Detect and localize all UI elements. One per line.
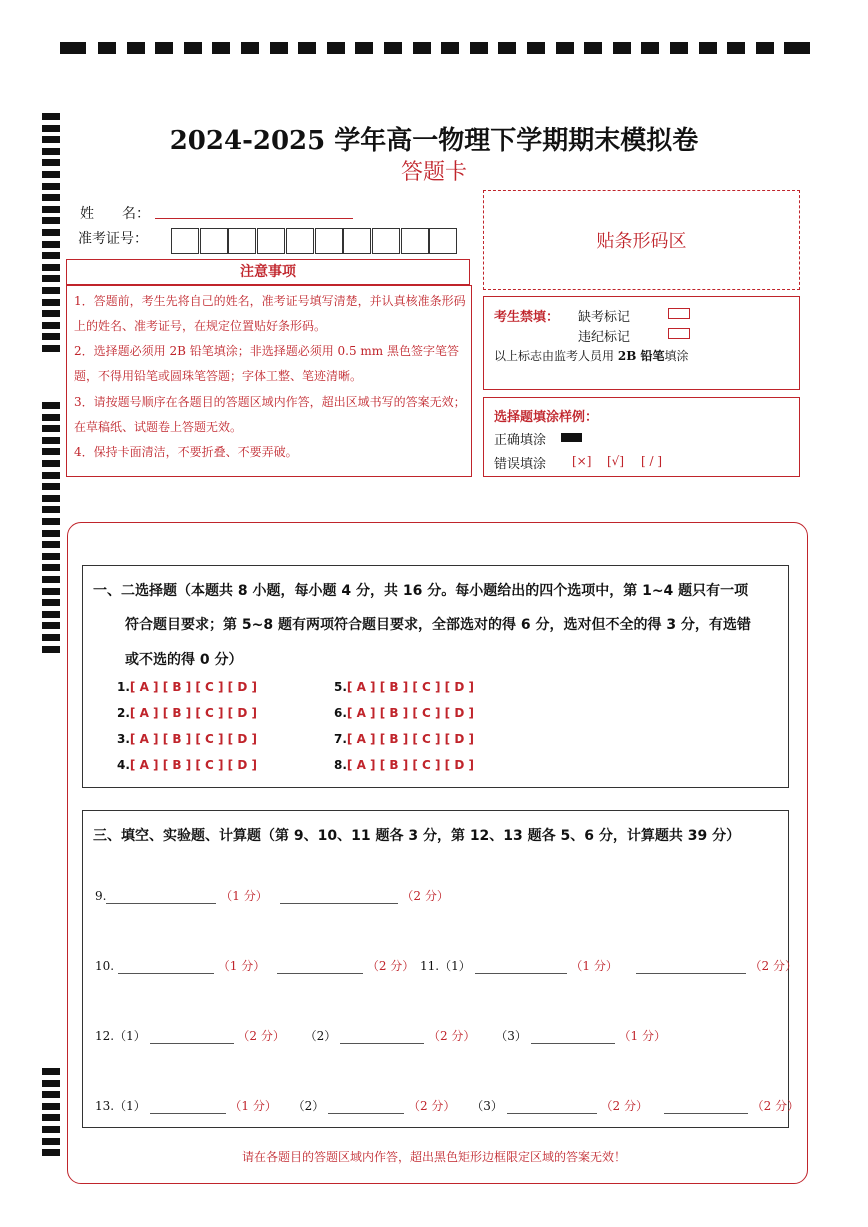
timing-mark	[42, 275, 60, 282]
choice-number: 4.	[117, 758, 130, 772]
timing-mark	[42, 1103, 60, 1110]
violation-label: 违纪标记	[578, 330, 631, 345]
barcode-area	[483, 190, 800, 290]
timing-mark	[613, 42, 631, 54]
id-digit-box[interactable]	[257, 228, 285, 254]
timing-mark	[241, 42, 259, 54]
timing-mark	[42, 634, 60, 641]
name-label: 姓 名：	[80, 206, 150, 222]
id-digit-box[interactable]	[286, 228, 314, 254]
sub-num: （3）	[495, 1029, 527, 1043]
points: （2 分）	[407, 1099, 456, 1113]
answer-blank[interactable]	[507, 1101, 597, 1114]
choice-number: 6.	[334, 706, 347, 720]
timing-mark	[184, 42, 202, 54]
choice-number: 8.	[334, 758, 347, 772]
timing-mark	[42, 425, 60, 432]
correct-label: 正确填涂	[494, 433, 547, 448]
points: （1 分）	[217, 959, 266, 973]
timing-mark	[42, 402, 60, 409]
correct-fill-mark	[561, 433, 582, 442]
note-bold: 2B 铅笔	[617, 349, 665, 363]
timing-mark	[155, 42, 173, 54]
wrong-mark: [ / ]	[641, 454, 663, 468]
answer-blank[interactable]	[280, 891, 398, 904]
timing-mark	[42, 264, 60, 271]
id-digit-box[interactable]	[401, 228, 429, 254]
points: （1 分）	[570, 959, 618, 973]
timing-mark	[42, 241, 60, 248]
id-digit-box[interactable]	[372, 228, 400, 254]
timing-mark	[327, 42, 345, 54]
sample-title: 选择题填涂样例：	[494, 410, 599, 425]
answer-blank[interactable]	[475, 961, 567, 974]
choice-section-title-2: 符合题目要求；第 5~8 题有两项符合题目要求，全部选对的得 6 分，选对但不全的得 3 分，有选错	[125, 617, 751, 633]
timing-mark	[42, 1091, 60, 1098]
timing-mark	[42, 541, 60, 548]
timing-mark	[641, 42, 659, 54]
answer-blank[interactable]	[277, 961, 363, 974]
note-prefix: 以上标志由监考人员用	[494, 349, 615, 363]
choice-row[interactable]	[117, 732, 257, 746]
timing-mark	[98, 42, 116, 54]
notice-title: 注意事项	[240, 264, 296, 280]
choice-number: 3.	[117, 732, 130, 746]
barcode-label: 贴条形码区	[596, 231, 687, 252]
answer-blank[interactable]	[340, 1031, 424, 1044]
notice-header	[66, 259, 470, 285]
question-11	[420, 957, 797, 974]
points: （1 分）	[220, 889, 268, 903]
timing-mark	[699, 42, 717, 54]
q-num: 12.（1）	[95, 1029, 146, 1043]
id-digit-box[interactable]	[343, 228, 371, 254]
timing-mark	[127, 42, 145, 54]
choice-number: 1.	[117, 680, 130, 694]
timing-mark	[42, 310, 60, 317]
page-subtitle: 答题卡	[400, 160, 467, 185]
timing-mark	[42, 646, 60, 653]
timing-mark	[42, 1068, 60, 1075]
choice-section-title-1: 一、二选择题（本题共 8 小题，每小题 4 分，共 16 分。每小题给出的四个选项中，第 1~4 题只有一项	[93, 583, 749, 599]
timing-mark	[42, 322, 60, 329]
wrong-mark: [√]	[607, 454, 625, 468]
question-13	[95, 1097, 799, 1114]
timing-mark	[42, 611, 60, 618]
timing-mark	[42, 472, 60, 479]
timing-mark	[42, 113, 60, 120]
points: （1 分）	[229, 1099, 277, 1113]
timing-mark	[212, 42, 230, 54]
choice-row[interactable]	[334, 732, 474, 746]
choice-section-title-3: 或不选的得 0 分）	[125, 652, 243, 668]
q-num: 10.	[95, 959, 115, 973]
timing-mark	[298, 42, 316, 54]
timing-mark	[756, 42, 774, 54]
timing-mark	[270, 42, 288, 54]
timing-mark	[42, 495, 60, 502]
answer-blank[interactable]	[106, 891, 216, 904]
timing-mark	[42, 599, 60, 606]
points: （2 分）	[749, 959, 797, 973]
absent-label: 缺考标记	[578, 310, 631, 325]
choice-options[interactable]: [ A ] [ B ] [ C ] [ D ]	[346, 732, 474, 746]
timing-mark	[42, 483, 60, 490]
forbidden-note	[494, 347, 689, 364]
choice-options[interactable]: [ A ] [ B ] [ C ] [ D ]	[346, 680, 474, 694]
timing-mark	[441, 42, 459, 54]
timing-mark	[42, 194, 60, 201]
timing-mark	[42, 287, 60, 294]
points: （2 分）	[401, 889, 449, 903]
choice-options[interactable]: [ A ] [ B ] [ C ] [ D ]	[129, 732, 257, 746]
choice-row[interactable]	[334, 706, 474, 720]
choice-options[interactable]: [ A ] [ B ] [ C ] [ D ]	[346, 758, 474, 772]
fill-section-title: 三、填空、实验题、计算题（第 9、10、11 题各 3 分，第 12、13 题各 5、6 分，计算题共 39 分）	[93, 828, 741, 844]
answer-blank[interactable]	[328, 1101, 404, 1114]
timing-mark	[42, 206, 60, 213]
question-12	[95, 1027, 666, 1044]
timing-mark	[42, 1080, 60, 1087]
sub-num: （2）	[292, 1099, 325, 1113]
timing-mark	[584, 42, 602, 54]
choice-section	[82, 565, 789, 788]
note-suffix: 填涂	[664, 349, 689, 363]
timing-mark	[42, 622, 60, 629]
points: （2 分）	[366, 959, 415, 973]
q-num: 9.	[95, 889, 107, 903]
choice-row[interactable]	[334, 680, 474, 694]
choice-row[interactable]	[117, 706, 257, 720]
timing-mark	[42, 1126, 60, 1133]
choice-row[interactable]	[334, 758, 474, 772]
timing-mark	[727, 42, 745, 54]
timing-mark	[42, 333, 60, 340]
timing-mark	[42, 1138, 60, 1145]
sub-num: （2）	[304, 1029, 337, 1043]
points: （2 分）	[751, 1099, 800, 1113]
timing-mark	[42, 564, 60, 571]
timing-mark	[470, 42, 488, 54]
timing-mark	[42, 576, 60, 583]
timing-mark	[670, 42, 688, 54]
points: （1 分）	[618, 1029, 666, 1043]
id-digit-box[interactable]	[429, 228, 457, 254]
forbidden-label: 考生禁填：	[494, 310, 560, 325]
timing-mark	[42, 460, 60, 467]
timing-mark	[42, 518, 60, 525]
violation-mark-box[interactable]	[668, 328, 690, 339]
timing-mark	[42, 345, 60, 352]
timing-mark	[784, 42, 810, 54]
timing-mark	[355, 42, 373, 54]
timing-mark	[42, 414, 60, 421]
answer-blank[interactable]	[150, 1101, 226, 1114]
forbidden-box	[483, 296, 800, 390]
notice-item: 4．保持卡面清洁，不要折叠、不要弄破。	[74, 445, 298, 459]
timing-mark	[42, 506, 60, 513]
sub-num: （3）	[471, 1099, 503, 1113]
choice-number: 2.	[117, 706, 130, 720]
timing-mark	[42, 448, 60, 455]
page-title: 2024-2025 学年高一物理下学期期末模拟卷	[169, 126, 699, 156]
id-digit-box[interactable]	[171, 228, 199, 254]
timing-mark	[42, 588, 60, 595]
choice-number: 5.	[334, 680, 347, 694]
choice-options[interactable]: [ A ] [ B ] [ C ] [ D ]	[129, 758, 257, 772]
id-digit-box[interactable]	[315, 228, 343, 254]
choice-row[interactable]	[117, 680, 257, 694]
timing-mark	[413, 42, 431, 54]
timing-mark	[556, 42, 574, 54]
answer-blank[interactable]	[118, 961, 214, 974]
id-digit-box[interactable]	[228, 228, 256, 254]
answer-blank[interactable]	[150, 1031, 234, 1044]
choice-options[interactable]: [ A ] [ B ] [ C ] [ D ]	[346, 706, 474, 720]
answer-blank[interactable]	[664, 1101, 748, 1114]
wrong-mark: [×]	[572, 454, 592, 468]
question-9	[95, 887, 449, 904]
choice-number: 7.	[334, 732, 347, 746]
choice-options[interactable]: [ A ] [ B ] [ C ] [ D ]	[129, 706, 257, 720]
points: （2 分）	[600, 1099, 648, 1113]
footer-note: 请在各题目的答题区域内作答，超出黑色矩形边框限定区域的答案无效！	[241, 1150, 626, 1164]
id-label: 准考证号：	[78, 231, 148, 247]
notice-item: 1．答题前，考生先将自己的姓名，准考证号填写清楚，并认真核准条形码上的姓名、准考证号，在规定位置贴好条形码。	[74, 294, 466, 333]
timing-mark	[42, 229, 60, 236]
answer-blank[interactable]	[636, 961, 746, 974]
timing-mark	[60, 42, 86, 54]
timing-mark	[42, 252, 60, 259]
timing-mark	[498, 42, 516, 54]
notice-item: 2．选择题必须用 2B 铅笔填涂；非选择题必须用 0.5 mm 黑色签字笔答题，不得用铅笔或圆珠笔答题；字体工整、笔迹清晰。	[74, 344, 460, 383]
question-10	[95, 957, 414, 974]
timing-mark	[42, 1114, 60, 1121]
points: （2 分）	[237, 1029, 285, 1043]
name-field[interactable]	[155, 218, 353, 219]
timing-mark	[42, 437, 60, 444]
absent-mark-box[interactable]	[668, 308, 690, 319]
timing-mark	[42, 530, 60, 537]
sample-box	[483, 397, 800, 477]
points: （2 分）	[427, 1029, 476, 1043]
notice-item: 3．请按题号顺序在各题目的答题区域内作答，超出区域书写的答案无效；在草稿纸、试题卷上答题无效。	[74, 395, 466, 434]
timing-mark	[384, 42, 402, 54]
timing-mark	[42, 299, 60, 306]
timing-mark	[42, 553, 60, 560]
choice-row[interactable]	[117, 758, 257, 772]
choice-options[interactable]: [ A ] [ B ] [ C ] [ D ]	[129, 680, 257, 694]
q-num: 11.（1）	[420, 959, 471, 973]
q-num: 13.（1）	[95, 1099, 146, 1113]
id-digit-box[interactable]	[200, 228, 228, 254]
answer-blank[interactable]	[531, 1031, 615, 1044]
wrong-label: 错误填涂	[494, 457, 547, 472]
timing-mark	[42, 217, 60, 224]
timing-mark	[527, 42, 545, 54]
